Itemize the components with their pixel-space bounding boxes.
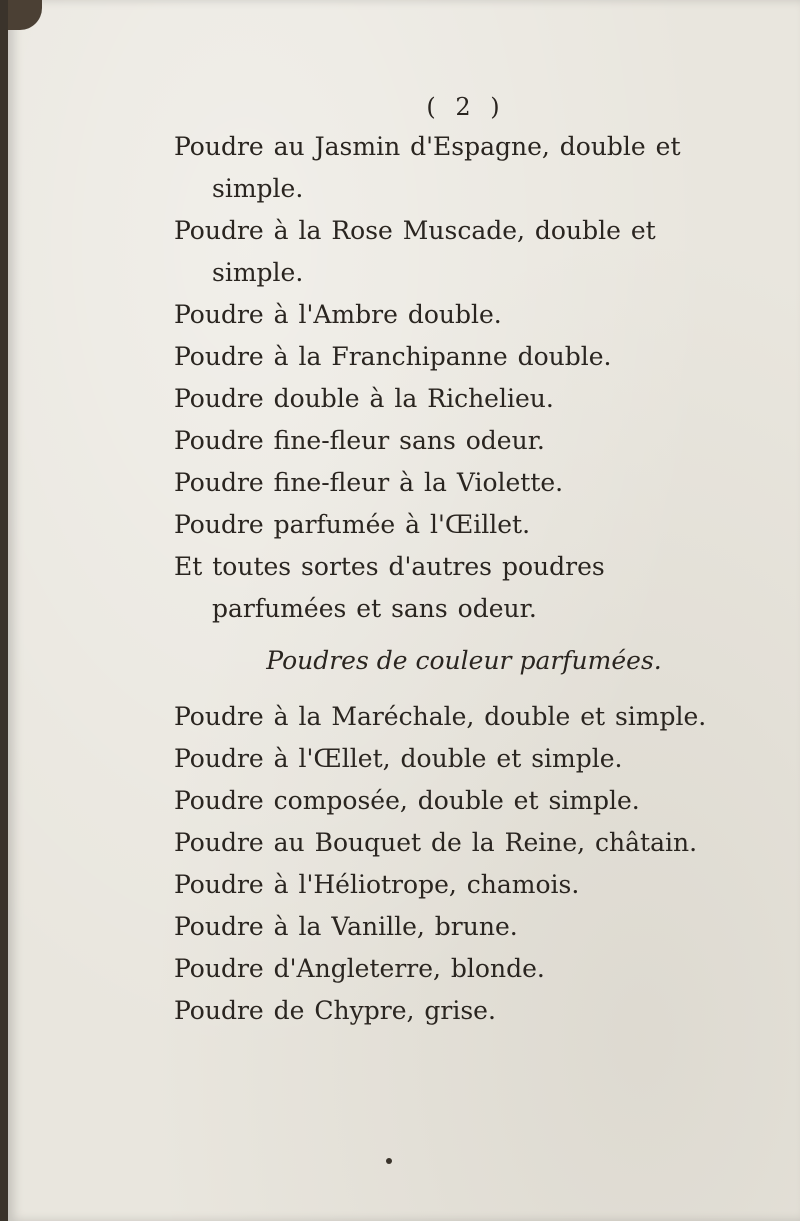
list-item: Poudre composée, double et simple. — [174, 786, 640, 815]
list-item: Poudre à la Franchipanne double. — [174, 342, 612, 371]
list-item: Poudre au Jasmin d'Espagne, double et simple. — [174, 132, 681, 203]
list-item: Poudre parfumée à l'Œillet. — [174, 510, 531, 539]
page-number: ( 2 ) — [426, 93, 506, 121]
book-page — [8, 0, 800, 1221]
list-item: Poudre fine-fleur à la Violette. — [174, 468, 564, 497]
list-item: Poudre au Bouquet de la Reine, châtain. — [174, 828, 698, 857]
list-item: Poudre à l'Héliotrope, chamois. — [174, 870, 580, 899]
list-item: Poudre d'Angleterre, blonde. — [174, 954, 545, 983]
list-item: Poudre fine-fleur sans odeur. — [174, 426, 545, 455]
list-item: Poudre à la Maréchale, double et simple. — [174, 702, 707, 731]
list-item: Poudre à la Vanille, brune. — [174, 912, 518, 941]
section-heading: Poudres de couleur parfumées. — [266, 646, 662, 675]
entry-list-top — [174, 126, 734, 630]
list-item: Poudre de Chypre, grise. — [174, 996, 496, 1025]
list-item: Poudre à l'Ambre double. — [174, 300, 502, 329]
ink-dot — [386, 1158, 392, 1164]
page-text — [174, 92, 734, 1032]
list-item: Et toutes sortes d'autres poudres parfumées et sans odeur. — [174, 552, 605, 623]
page-corner-shadow — [8, 0, 42, 30]
list-item: Poudre à l'Œllet, double et simple. — [174, 744, 623, 773]
entry-list-bottom — [174, 696, 734, 1032]
list-item: Poudre double à la Richelieu. — [174, 384, 554, 413]
list-item: Poudre à la Rose Muscade, double et simple. — [174, 216, 656, 287]
